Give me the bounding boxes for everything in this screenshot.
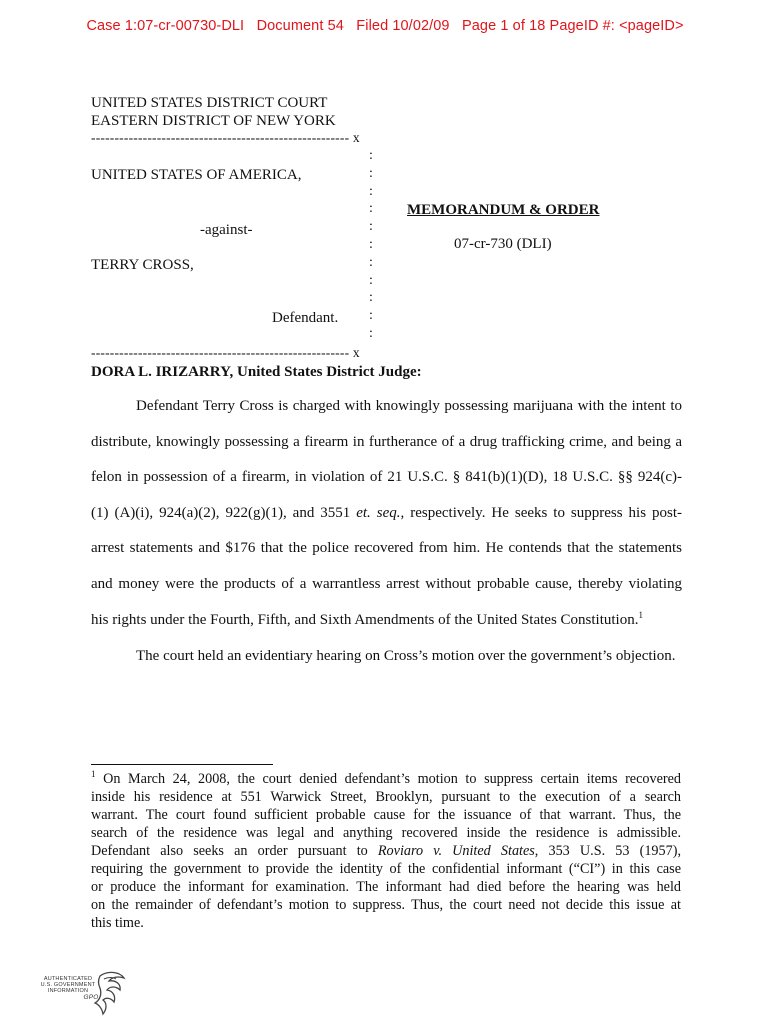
- footnote-line: [91, 842, 681, 860]
- caption-colon-column: [366, 147, 376, 343]
- paragraph-line: [91, 496, 682, 532]
- footnote-line: inside his residence at 551 Warwick Street, Brooklyn, pursuant to the execution of a search: [91, 789, 681, 805]
- paragraph-line: felon in possession of a firearm, in violation of 21 U.S.C. § 841(b)(1)(D), 18 U.S.C. §§ 924(c)-: [91, 469, 682, 486]
- citation-italic: et. seq.: [356, 504, 401, 521]
- text-run: On March 24, 2008, the court denied defendant’s motion to suppress certain items recovered: [95, 771, 681, 787]
- gpo-line: U.S. GOVERNMENT: [40, 982, 96, 989]
- caption-colon: :: [369, 325, 373, 341]
- case-number: 07-cr-730 (DLI): [454, 236, 552, 252]
- caption-colon: :: [369, 183, 373, 199]
- citation-italic: Roviaro v. United States: [377, 843, 535, 859]
- text-run: (1) (A)(i), 924(a)(2), 922(g)(1), and 3551: [91, 504, 357, 521]
- court-name: [91, 94, 336, 130]
- footnote-line: [91, 770, 681, 788]
- paragraph-line: and money were the products of a warrantless arrest without probable cause, thereby violating: [91, 575, 682, 592]
- caption-colon: :: [369, 272, 373, 288]
- footnote-reference[interactable]: 1: [638, 609, 643, 620]
- document-title: MEMORANDUM & ORDER: [407, 202, 600, 218]
- footnote-line: search of the residence was legal and anything recovered inside the residence is admissible.: [91, 825, 681, 841]
- defendant-label: Defendant.: [272, 310, 339, 326]
- court-line-2: EASTERN DISTRICT OF NEW YORK: [91, 113, 336, 129]
- footnote-number: 1: [91, 769, 96, 779]
- caption-colon: :: [369, 254, 373, 270]
- caption-top-divider: ------------------------------------------------------- x: [91, 130, 360, 145]
- paragraph-line: The court held an evidentiary hearing on Cross’s motion over the government’s objection.: [136, 648, 676, 664]
- footnote-line: warrant. The court found sufficient probable cause for the issuance of that warrant. Thus, the: [91, 807, 681, 823]
- plaintiff-name: UNITED STATES OF AMERICA,: [91, 167, 302, 183]
- text-run: , respectively. He seeks to suppress his post-: [400, 504, 683, 521]
- caption-colon: :: [369, 236, 373, 252]
- caption-colon: :: [369, 165, 373, 181]
- gpo-line: AUTHENTICATED: [43, 976, 93, 982]
- text-run: his rights under the Fourth, Fifth, and Sixth Amendments of the United States Constitution.: [91, 611, 639, 628]
- against-label: -against-: [200, 222, 253, 238]
- caption-colon: :: [369, 290, 373, 306]
- footnote-separator: [91, 764, 273, 765]
- footnote-line: on the remainder of defendant’s motion to suppress. Thus, the court need not decide this issue at: [91, 897, 681, 913]
- text-run: , 353 U.S. 53 (1957),: [534, 843, 681, 859]
- caption-colon: :: [369, 219, 373, 235]
- gpo-authentication-seal: [32, 970, 132, 1020]
- paragraph-line: arrest statements and $176 that the police recovered from him. He contends that the statements: [91, 540, 682, 557]
- caption-colon: :: [369, 308, 373, 324]
- judge-line: DORA L. IRIZARRY, United States District Judge:: [91, 364, 422, 380]
- footnote-1: [91, 770, 681, 932]
- text-run: Defendant also seeks an order pursuant to: [91, 843, 378, 859]
- gpo-line: GPO: [83, 993, 99, 1001]
- caption-bottom-divider: ------------------------------------------------------- x: [91, 345, 360, 360]
- paragraph-line: distribute, knowingly possessing a firearm in furtherance of a drug trafficking crime, and being a: [91, 433, 682, 450]
- gpo-seal-text: [32, 976, 104, 1001]
- footnote-line: requiring the government to provide the identity of the confidential informant (“CI”) in this case: [91, 861, 681, 877]
- court-line-1: UNITED STATES DISTRICT COURT: [91, 95, 328, 111]
- gpo-line: INFORMATION: [47, 988, 89, 995]
- caption-colon: :: [369, 148, 373, 163]
- paragraph-line: [91, 603, 682, 639]
- defendant-name: TERRY CROSS,: [91, 257, 194, 273]
- ecf-header-stamp: Case 1:07-cr-00730-DLI Document 54 Filed 10/02/09 Page 1 of 18 PageID #: <pageID>: [86, 18, 684, 34]
- footnote-line: or produce the informant for examination. The informant had died before the hearing was held: [91, 879, 681, 895]
- body-paragraph-1: [91, 389, 682, 638]
- footnote-line: this time.: [91, 915, 144, 931]
- caption-colon: :: [369, 201, 373, 217]
- body-paragraph-2: [91, 639, 682, 675]
- paragraph-line: Defendant Terry Cross is charged with knowingly possessing marijuana with the intent to: [136, 398, 682, 414]
